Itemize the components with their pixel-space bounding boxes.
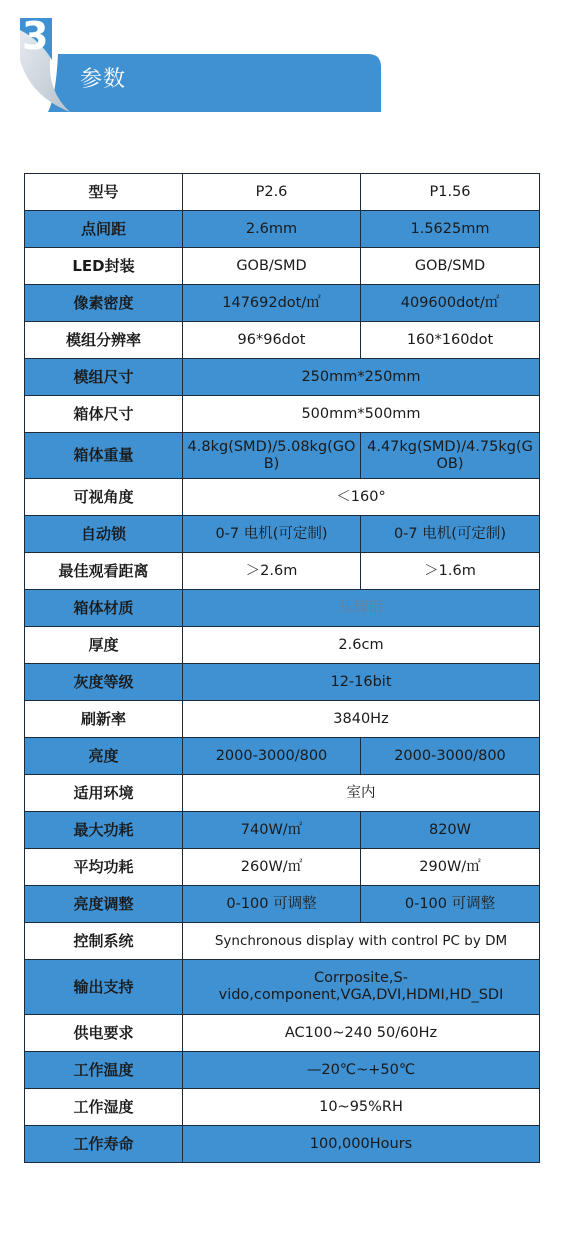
table-row-power-supply	[25, 1015, 540, 1052]
row-label: 供电要求	[25, 1015, 183, 1052]
cell-value: 260W/㎡	[183, 849, 361, 886]
table-row-view-distance	[25, 553, 540, 590]
row-label: 箱体重量	[25, 433, 183, 479]
cell-value: 820W	[361, 812, 540, 849]
table-row-cabinet-weight	[25, 433, 540, 479]
table-row-refresh	[25, 701, 540, 738]
row-label: 平均功耗	[25, 849, 183, 886]
cell-value: 409600dot/㎡	[361, 285, 540, 322]
section-number: 3	[22, 14, 49, 58]
cell-value: ＜160°	[183, 479, 540, 516]
cell-value: ＞1.6m	[361, 553, 540, 590]
table-row-gray	[25, 664, 540, 701]
row-label: 工作寿命	[25, 1126, 183, 1163]
section-header	[0, 0, 562, 130]
cell-value: ＞2.6m	[183, 553, 361, 590]
table-row-module-size	[25, 359, 540, 396]
table-row-module-res	[25, 322, 540, 359]
cell-value: 12-16bit	[183, 664, 540, 701]
table-row-auto-lock	[25, 516, 540, 553]
row-label: 亮度	[25, 738, 183, 775]
row-label: 厚度	[25, 627, 183, 664]
cell-value: Corrposite,S-vido,component,VGA,DVI,HDMI,HD_SDI	[183, 960, 540, 1015]
row-label: 模组分辨率	[25, 322, 183, 359]
row-label: 输出支持	[25, 960, 183, 1015]
spec-table	[24, 173, 540, 1163]
row-label: 工作温度	[25, 1052, 183, 1089]
cell-value: 290W/㎡	[361, 849, 540, 886]
cell-value: P1.56	[361, 174, 540, 211]
table-row-lifespan	[25, 1126, 540, 1163]
cell-value: 0-7 电机(可定制)	[183, 516, 361, 553]
row-label: 点间距	[25, 211, 183, 248]
cell-value: 100,000Hours	[183, 1126, 540, 1163]
row-label: 灰度等级	[25, 664, 183, 701]
row-label: 箱体材质	[25, 590, 183, 627]
row-label: 可视角度	[25, 479, 183, 516]
table-row-cabinet-size	[25, 396, 540, 433]
row-label: LED封装	[25, 248, 183, 285]
cell-value: 室内	[183, 775, 540, 812]
table-row-density	[25, 285, 540, 322]
cell-value: 2000-3000/800	[361, 738, 540, 775]
row-label: 控制系统	[25, 923, 183, 960]
table-row-temperature	[25, 1052, 540, 1089]
row-label: 刷新率	[25, 701, 183, 738]
table-row-thickness	[25, 627, 540, 664]
cell-value: 740W/㎡	[183, 812, 361, 849]
table-row-brightness-adj	[25, 886, 540, 923]
table-row-brightness	[25, 738, 540, 775]
row-label: 型号	[25, 174, 183, 211]
row-label: 亮度调整	[25, 886, 183, 923]
table-row-control	[25, 923, 540, 960]
table-row-material	[25, 590, 540, 627]
table-row-led	[25, 248, 540, 285]
cell-value: P2.6	[183, 174, 361, 211]
cell-value: 500mm*500mm	[183, 396, 540, 433]
cell-value: 10~95%RH	[183, 1089, 540, 1126]
cell-value: 2.6mm	[183, 211, 361, 248]
table-row-avg-power	[25, 849, 540, 886]
cell-value: 0-7 电机(可定制)	[361, 516, 540, 553]
row-label: 箱体尺寸	[25, 396, 183, 433]
cell-value: 3840Hz	[183, 701, 540, 738]
cell-value: 2.6cm	[183, 627, 540, 664]
row-label: 最大功耗	[25, 812, 183, 849]
row-label: 适用环境	[25, 775, 183, 812]
cell-value: AC100~240 50/60Hz	[183, 1015, 540, 1052]
row-label: 工作湿度	[25, 1089, 183, 1126]
cell-value: 4.8kg(SMD)/5.08kg(GOB)	[183, 433, 361, 479]
cell-value: 0-100 可调整	[361, 886, 540, 923]
table-row-view-angle	[25, 479, 540, 516]
table-row-environment	[25, 775, 540, 812]
row-label: 自动锁	[25, 516, 183, 553]
row-label: 像素密度	[25, 285, 183, 322]
cell-value: 160*160dot	[361, 322, 540, 359]
cell-value: GOB/SMD	[183, 248, 361, 285]
cell-value: 1.5625mm	[361, 211, 540, 248]
cell-value: —20℃~+50℃	[183, 1052, 540, 1089]
table-row-humidity	[25, 1089, 540, 1126]
table-row-model	[25, 174, 540, 211]
table-row-pitch	[25, 211, 540, 248]
table-row-output	[25, 960, 540, 1015]
row-label: 模组尺寸	[25, 359, 183, 396]
section-title: 参数	[80, 67, 127, 92]
cell-value: 147692dot/㎡	[183, 285, 361, 322]
cell-value: 压铸铝	[183, 590, 540, 627]
cell-value: Synchronous display with control PC by DM	[183, 923, 540, 960]
cell-value: 96*96dot	[183, 322, 361, 359]
cell-value: 4.47kg(SMD)/4.75kg(GOB)	[361, 433, 540, 479]
cell-value: 2000-3000/800	[183, 738, 361, 775]
cell-value: GOB/SMD	[361, 248, 540, 285]
cell-value: 0-100 可调整	[183, 886, 361, 923]
cell-value: 250mm*250mm	[183, 359, 540, 396]
row-label: 最佳观看距离	[25, 553, 183, 590]
table-row-max-power	[25, 812, 540, 849]
